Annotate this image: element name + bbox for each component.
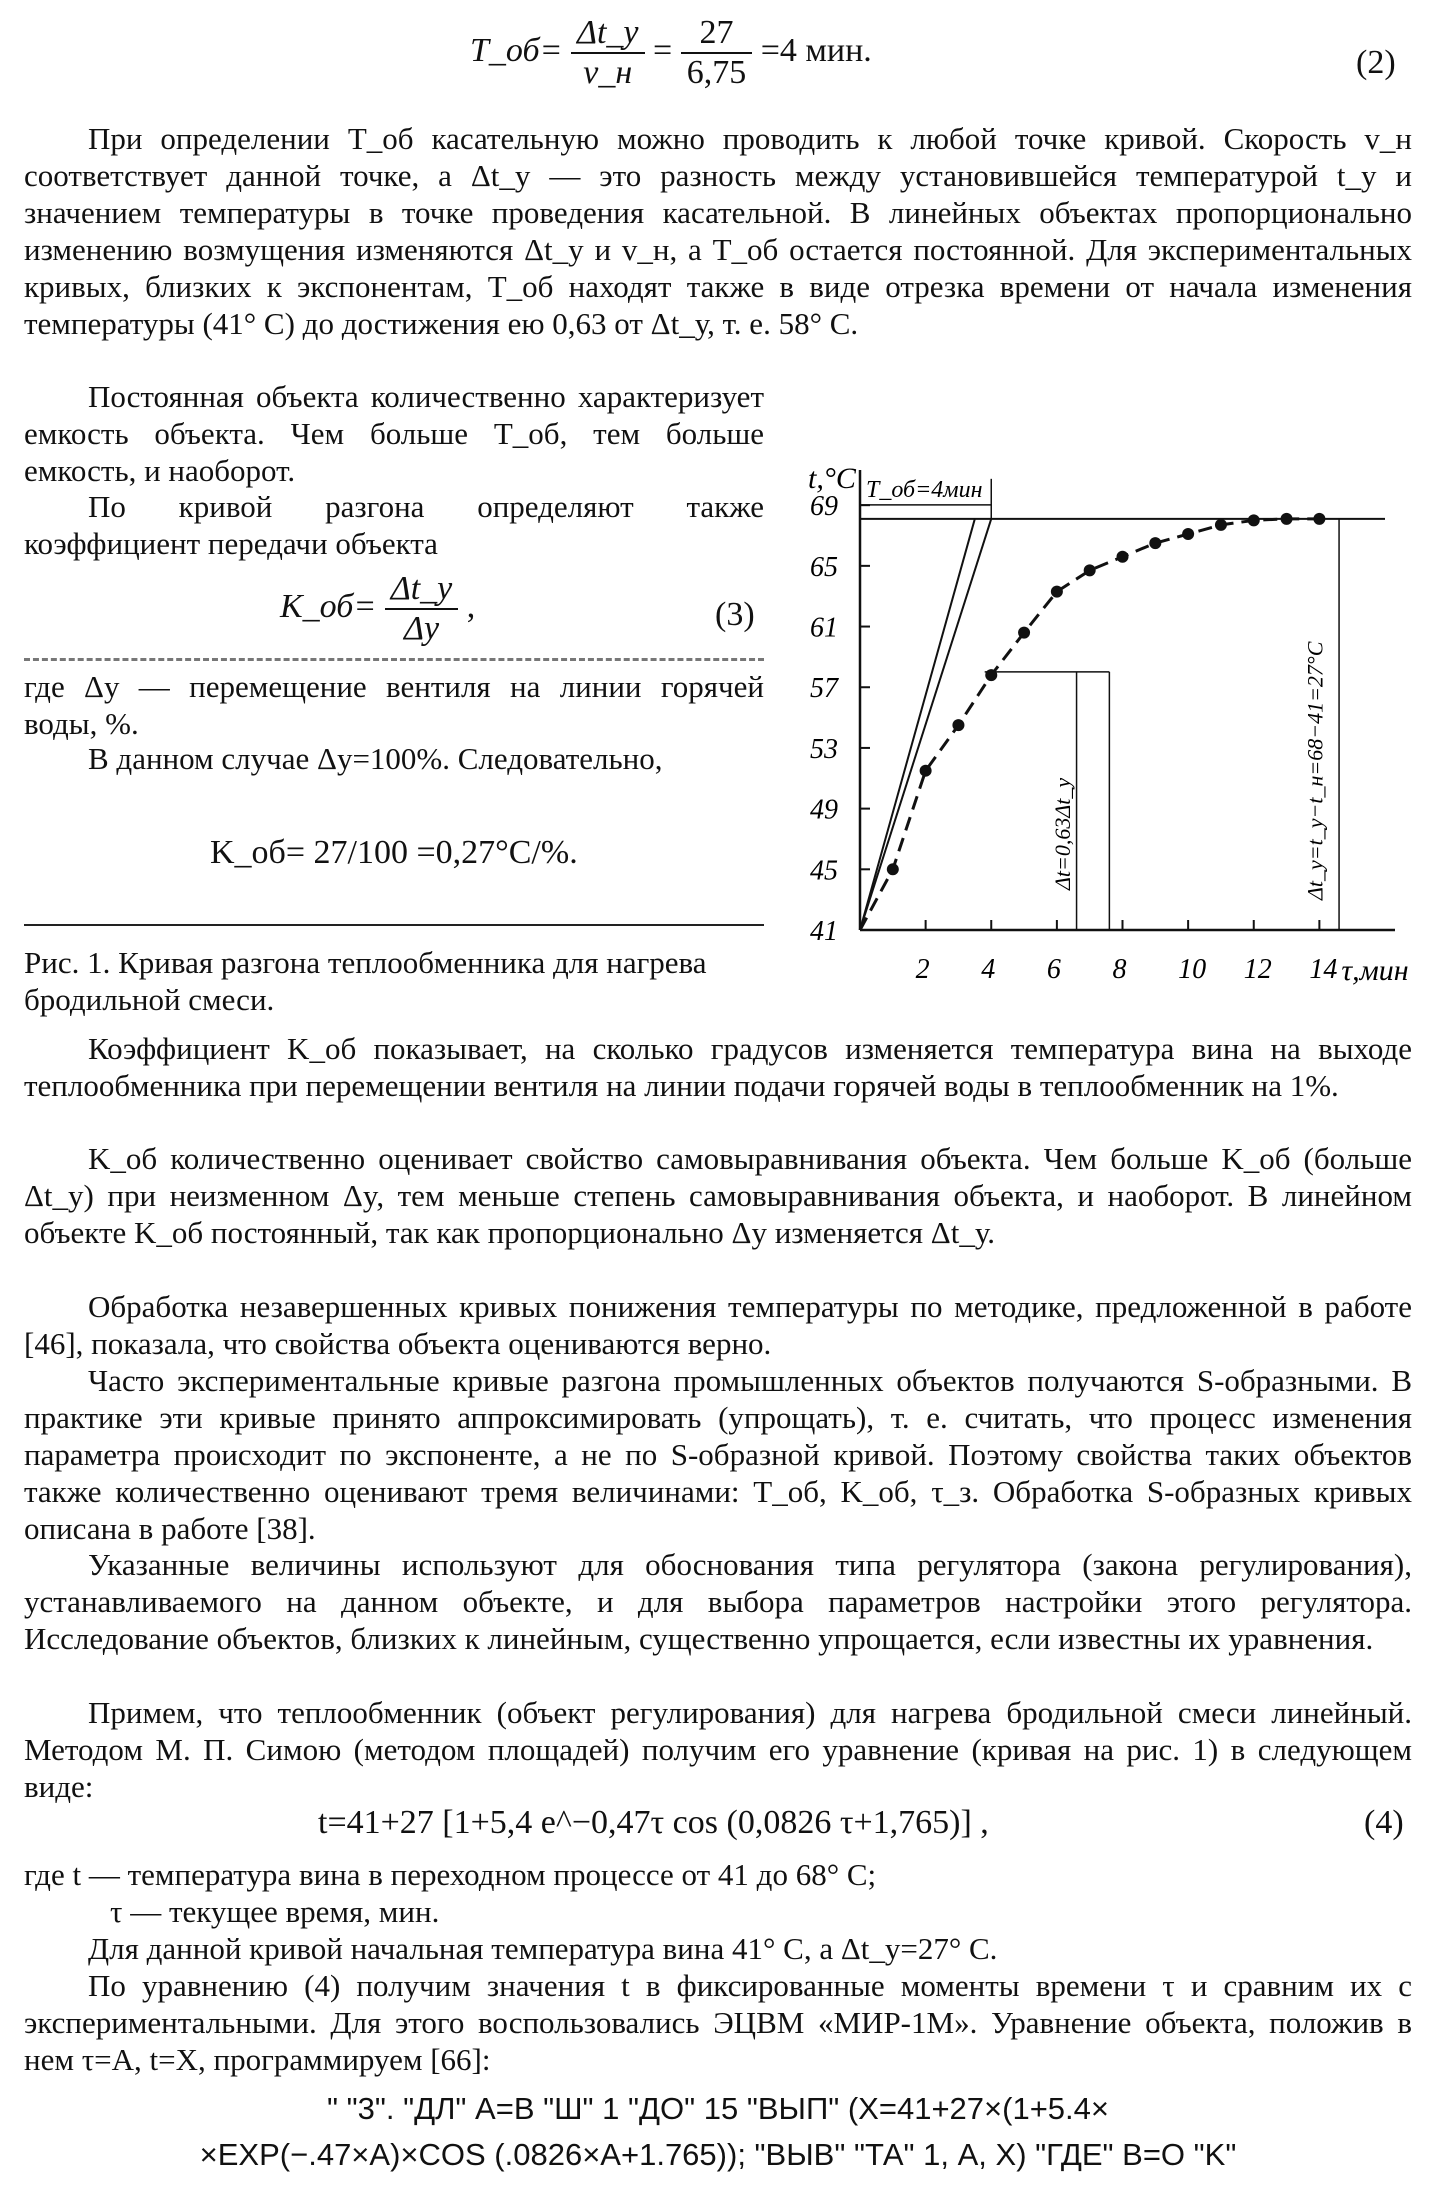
paragraph-6: Коэффициент K_об показывает, на сколько градусов изменяется температура вина на выходе теплообменника при перемещении вентиля на линии подачи горячей воды в теплообменник на 1%.: [24, 1031, 1412, 1103]
program-line-1: " "3". "ДЛ" A=B "Ш" 1 "ДО" 15 "ВЫП" (X=41+27×(1+5.4×: [327, 2091, 1109, 2126]
x-tick-label: 14: [1309, 954, 1338, 985]
eq2-den2: 6,75: [686, 54, 747, 91]
data-point: [1149, 537, 1161, 549]
y-tick-label: 53: [810, 733, 838, 765]
eq2-fraction-2: [681, 14, 753, 92]
paragraph-15: По уравнению (4) получим значения t в фиксированные моменты времени τ и сравним их с экспериментальными. Для этого воспользовались ЭЦВМ «МИР-1М». Уравнение объекта, положив в нем τ=A, t=X, программируем [66]:: [24, 1968, 1412, 2077]
figure-caption: Рис. 1. Кривая разгона теплообменника для нагрева бродильной смеси.: [24, 945, 707, 1017]
equation-3: [280, 570, 475, 648]
paragraph-8: Обработка незавершенных кривых понижения температуры по методике, предложенной в работе [46], показала, что свойства объекта оцениваются верно.: [24, 1289, 1412, 1361]
paragraph-5: В данном случае Δy=100%. Следовательно,: [88, 741, 663, 776]
data-point: [1313, 513, 1325, 525]
eq2-fraction-1: [571, 14, 645, 92]
equation-k: K_об= 27/100 =0,27°С/%.: [210, 834, 578, 871]
data-point: [985, 669, 997, 681]
x-tick-label: 12: [1243, 954, 1272, 985]
eq2-lhs: T_об=: [470, 31, 563, 69]
y-tick-label: 49: [810, 794, 838, 826]
eq3-fraction: [385, 570, 459, 648]
eq2-num1: Δt_у: [571, 14, 645, 54]
y-tick-label: 61: [810, 612, 838, 644]
equation-4: t=41+27 [1+5,4 e^−0,47τ cos (0,0826 τ+1,765)] ,: [318, 1804, 989, 1841]
y-tick-label: 65: [810, 551, 838, 583]
paragraph-10: Указанные величины используют для обоснования типа регулятора (закона регулирования), устанавливаемого на данном объекте, и для выбора параметров настройки этого регулятора. Исследование объектов, близких к линейным, существенно упрощается, если известны их уравнения.: [24, 1547, 1412, 1656]
y-tick-label: 69: [810, 491, 838, 523]
figure-1-chart: [790, 450, 1410, 990]
paragraph-13: τ — текущее время, мин.: [110, 1894, 440, 1929]
tangent-line: [860, 519, 991, 930]
data-point: [952, 719, 964, 731]
x-tick-label: 2: [915, 954, 930, 985]
eq3-num: Δt_у: [385, 570, 459, 610]
annotation-delta-ty: Δt_у=t_у−t_н=68−41=27°C: [1302, 641, 1328, 900]
data-point: [1182, 528, 1194, 540]
annotation-063: Δt=0,63Δt_у: [1050, 777, 1075, 890]
data-point: [1018, 627, 1030, 639]
equation-4-number: (4): [1364, 1804, 1404, 1841]
data-point: [920, 765, 932, 777]
paragraph-1: При определении T_об касательную можно проводить к любой точке кривой. Скорость v_н соответствует данной точке, а Δt_у — это разность между установившейся температурой t_у и значением температуры в точке проведения касательной. В линейных объектах пропорционально изменению возмущения изменяются Δt_у и v_н, а T_об остается постоянной. Для экспериментальных кривых, близких к экспонентам, T_об находят также в виде отрезка времени от начала изменения температуры (41° С) до достижения ею 0,63 от Δt_у, т. е. 58° С.: [24, 121, 1412, 341]
paragraph-3: По кривой разгона определяют также коэффициент передачи объекта: [24, 489, 764, 561]
data-point: [1281, 513, 1293, 525]
y-axis-label: t,°C: [808, 462, 856, 495]
data-point: [1215, 519, 1227, 531]
series-curve: [860, 519, 1319, 930]
eq3-den: Δy: [404, 610, 440, 647]
data-point: [1051, 586, 1063, 598]
eq2-den1: v_н: [583, 54, 633, 91]
eq2-rhs: =4 мин.: [760, 31, 872, 69]
y-tick-label: 41: [810, 916, 838, 947]
divider: [24, 658, 764, 661]
eq3-tail: ,: [466, 587, 476, 625]
x-tick-label: 4: [981, 954, 996, 985]
y-tick-label: 45: [810, 855, 838, 887]
paragraph-12: где t — температура вина в переходном процессе от 41 до 68° С;: [24, 1857, 877, 1892]
x-axis-label: τ,мин: [1341, 954, 1409, 987]
paragraph-9: Часто экспериментальные кривые разгона промышленных объектов получаются S-образными. В практике эти кривые принято аппроксимировать (упрощать), т. е. считать, что процесс изменения параметра происходит по экспоненте, а не по S-образной кривой. Поэтому свойства таких объектов также количественно оценивают тремя величинами: T_об, K_об, τ_з. Обработка S-образных кривых описана в работе [38].: [24, 1363, 1412, 1546]
x-tick-label: 8: [1112, 954, 1127, 985]
equation-2: T_об= $\frac{\Delta t\_у}{v\_н}$ = $\frac{27}{6,75}$ =4 мин.: [470, 14, 872, 91]
paragraph-2: Постоянная объекта количественно характеризует емкость объекта. Чем больше T_об, тем больше емкость, и наоборот.: [24, 379, 764, 488]
eq3-lhs: K_об=: [280, 587, 377, 625]
x-tick-label: 10: [1178, 954, 1207, 985]
data-point: [1084, 564, 1096, 576]
caption-rule: [24, 924, 764, 926]
data-point: [887, 863, 899, 875]
annotation-tob: T_об=4мин: [866, 476, 983, 503]
x-tick-label: 6: [1046, 954, 1061, 985]
paragraph-11: Примем, что теплообменник (объект регулирования) для нагрева бродильной смеси линейный. Методом М. П. Симою (методом площадей) получим его уравнение (кривая на рис. 1) в следующем виде:: [24, 1695, 1412, 1804]
program-line-2: ×EXP(−.47×A)×COS (.0826×A+1.765)); "ВЫВ" "ТА" 1, A, X) "ГДЕ" B=O "K": [199, 2137, 1237, 2172]
eq2-num2: 27: [681, 14, 753, 54]
data-point: [1117, 551, 1129, 563]
equation-3-number: (3): [715, 596, 755, 633]
paragraph-7: K_об количественно оценивает свойство самовыравнивания объекта. Чем больше K_об (больше Δt_у) при неизменном Δy, тем меньше степень самовыравнивания объекта, и наоборот. В линейном объекте K_об постоянный, так как пропорционально Δy изменяется Δt_у.: [24, 1141, 1412, 1250]
paragraph-4: где Δy — перемещение вентиля на линии горячей воды, %.: [24, 669, 764, 741]
paragraph-14: Для данной кривой начальная температура вина 41° С, а Δt_у=27° С.: [88, 1931, 998, 1966]
equation-2-number: (2): [1356, 44, 1396, 81]
data-point: [1248, 514, 1260, 526]
y-tick-label: 57: [810, 673, 838, 705]
